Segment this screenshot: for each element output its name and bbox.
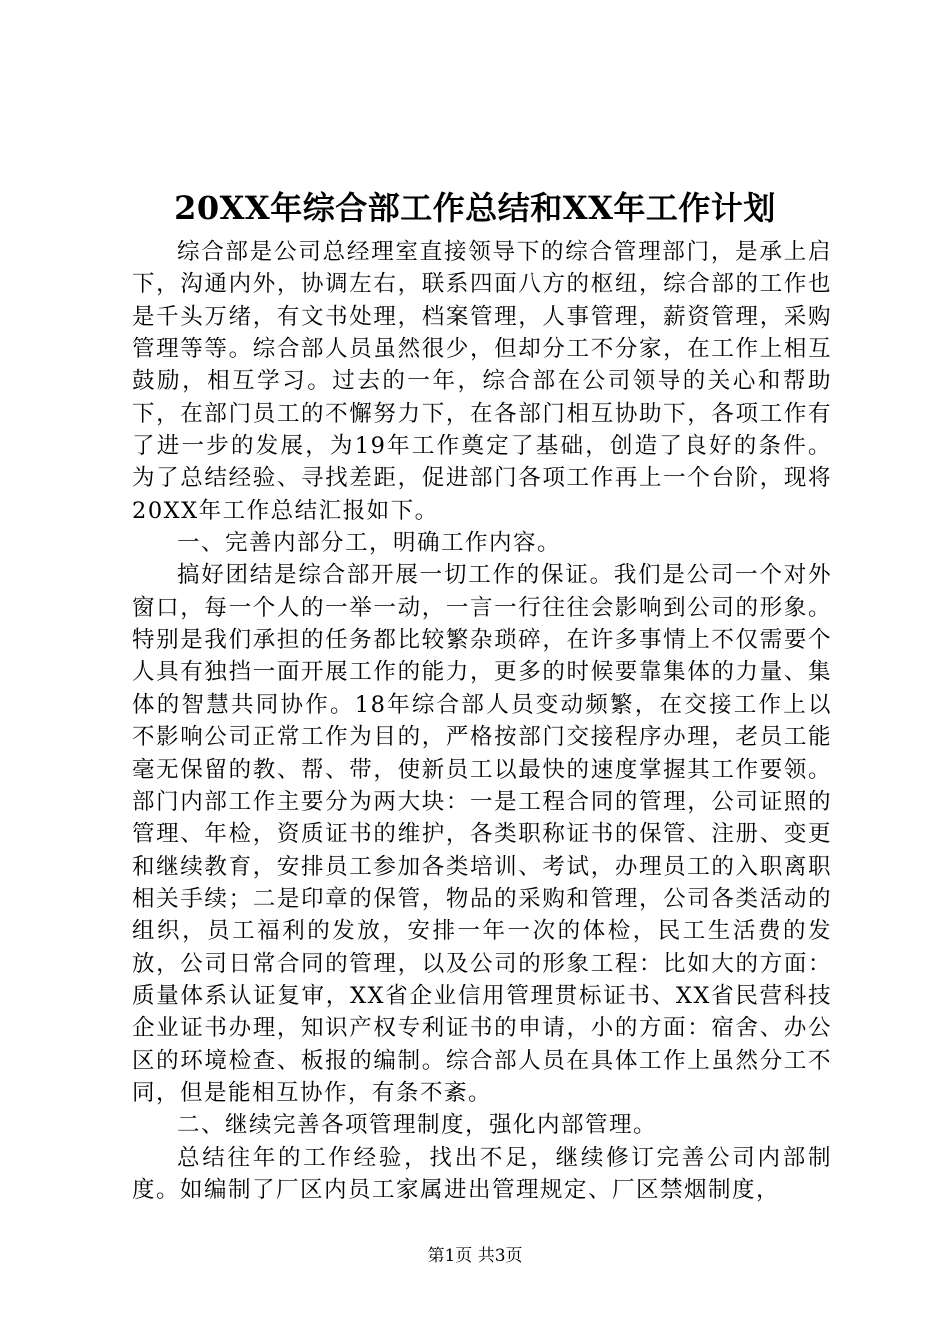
page-footer: 第1页 共3页 bbox=[427, 1246, 523, 1266]
section-heading-1: 一、完善内部分工，明确工作内容。 bbox=[177, 530, 562, 557]
paragraph-section-1: 搞好团结是综合部开展一切工作的保证。我们是公司一个对外窗口，每一个人的一举一动，一言一行往往会影响到公司的形象。特别是我们承担的任务都比较繁杂琐碎，在许多事情上不仅需要个人具有独挡一面开展工作的能力，更多的时候要靠集体的力量、集体的智慧共同协作。18年综合部人员变动频繁，在交接工作上以不影响公司正常工作为目的，严格按部门交接程序办理，老员工能毫无保留的教、帮、带，使新员工以最快的速度掌握其工作要领。部门内部工作主要分为两大块：一是工程合同的管理，公司证照的管理、年检，资质证书的维护，各类职称证书的保管、注册、变更和继续教育，安排员工参加各类培训、考试，办理员工的入职离职相关手续；二是印章的保管，物品的采购和管理，公司各类活动的组织，员工福利的发放，安排一年一次的体检，民工生活费的发放，公司日常合同的管理，以及公司的形象工程：比如大的方面：质量体系认证复审，XX省企业信用管理贯标证书、XX省民营科技企业证书办理，知识产权专利证书的申请，小的方面：宿舍、办公区的环境检查、板报的编制。综合部人员在具体工作上虽然分工不同，但是能相互协作，有条不紊。 bbox=[132, 562, 832, 1106]
section-heading-2: 二、继续完善各项管理制度，强化内部管理。 bbox=[177, 1112, 658, 1139]
document-title: 20XX年综合部工作总结和XX年工作计划 bbox=[174, 189, 776, 227]
paragraph-intro: 综合部是公司总经理室直接领导下的综合管理部门，是承上启下，沟通内外，协调左右，联系四面八方的枢纽，综合部的工作也是千头万绪，有文书处理，档案管理，人事管理，薪资管理，采购管理等等。综合部人员虽然很少，但却分工不分家，在工作上相互鼓励，相互学习。过去的一年，综合部在公司领导的关心和帮助下，在部门员工的不懈努力下，在各部门相互协助下，各项工作有了进一步的发展，为19年工作奠定了基础，创造了良好的条件。为了总结经验、寻找差距，促进部门各项工作再上一个台阶，现将20XX年工作总结汇报如下。 bbox=[132, 239, 832, 524]
document-body bbox=[132, 236, 832, 1206]
paragraph-section-2: 总结往年的工作经验，找出不足，继续修订完善公司内部制度。如编制了厂区内员工家属进出管理规定、厂区禁烟制度， bbox=[132, 1144, 832, 1203]
